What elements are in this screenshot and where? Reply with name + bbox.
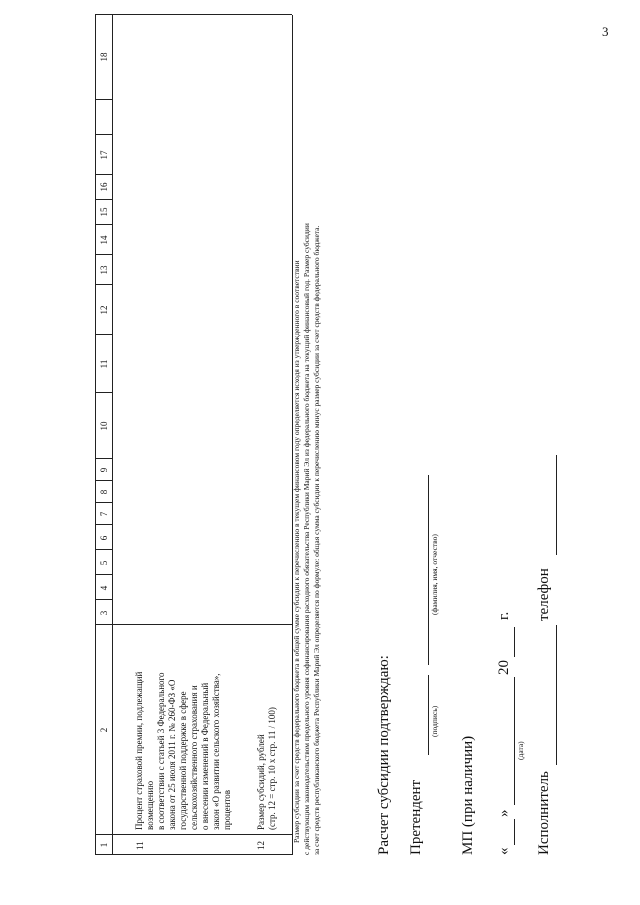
- description-line: о внесении изменений в Федеральный: [200, 682, 210, 830]
- footnote-line: Размер субсидии за счет средств федерального бюджета в общей сумме субсидии к перечислению в текущем финансовом году определяется исходя из утвержденного в соответствии: [292, 260, 301, 843]
- column-number: 14: [99, 235, 109, 245]
- col-divider: [95, 334, 112, 335]
- col-divider: [95, 392, 112, 393]
- column-number: 3: [99, 610, 109, 616]
- fio-caption: (фамилия, имя, отчество): [430, 534, 439, 615]
- column-number: 5: [99, 560, 109, 566]
- col-divider: [95, 99, 112, 100]
- row-11-description: [134, 630, 233, 830]
- table-border-right: [95, 14, 292, 15]
- column-number: 17: [99, 150, 109, 160]
- date-caption: (дата): [516, 741, 525, 760]
- col-divider: [95, 834, 292, 835]
- col-divider: [95, 480, 112, 481]
- description-line: Размер субсидий, рублей: [256, 734, 266, 830]
- table-top-rule: [95, 15, 96, 855]
- column-number: 4: [99, 585, 109, 591]
- column-number: 16: [99, 182, 109, 192]
- col-divider: [95, 174, 112, 175]
- footnote-line: с действующим законодательством предельного уровня софинансирования расходного обязательства Республики Марий Эл из федерального бюджета на текущий финансовый год. Размер субсидии: [302, 223, 311, 855]
- description-line: в соответствии с статьей 3 Федерального: [156, 672, 166, 830]
- date-close-quote: »: [496, 809, 512, 817]
- column-number: 15: [99, 207, 109, 217]
- column-number: 9: [99, 467, 109, 473]
- col-divider: [95, 458, 112, 459]
- column-number: 10: [99, 421, 109, 431]
- column-number: 6: [99, 535, 109, 541]
- column-number: 18: [99, 52, 109, 62]
- column-number: 8: [99, 489, 109, 495]
- description-line: Процент страховой премии, подлежащий: [134, 671, 144, 830]
- col-divider: [95, 574, 112, 575]
- col-divider: [95, 502, 112, 503]
- date-year-prefix: 20: [496, 660, 512, 675]
- footnote-line: за счет средств республиканского бюджета Республики Марий Эл определяется по формуле: общая сумма субсидии к перечислению минус размер субсидии за счет средств федерального бюджета.: [312, 225, 321, 855]
- col-divider: [95, 254, 112, 255]
- year-line: [514, 627, 515, 657]
- row-number: 11: [135, 841, 145, 850]
- description-line: возмещению: [145, 780, 155, 830]
- page-number: 3: [602, 24, 609, 39]
- row-12-description: [256, 630, 278, 830]
- footnote: [292, 15, 322, 855]
- column-number: 12: [99, 305, 109, 315]
- applicant-label: Претендент: [408, 779, 424, 855]
- mp-label: МП (при наличии): [460, 735, 476, 855]
- signature-line: [428, 675, 429, 755]
- col-divider: [95, 134, 112, 135]
- row-number: 12: [256, 841, 266, 850]
- column-number: 11: [99, 359, 109, 369]
- table-header-rule: [112, 15, 113, 855]
- col-divider: [95, 199, 112, 200]
- month-line: [514, 677, 515, 805]
- column-number: 1: [99, 842, 109, 848]
- description-line: сельскохозяйственного страхования и: [189, 685, 199, 830]
- signature-caption: (подпись): [430, 705, 439, 737]
- phone-label: телефон: [536, 568, 552, 621]
- executor-label: Исполнитель: [536, 771, 552, 855]
- description-line: государственной поддержке в сфере: [178, 691, 188, 830]
- col-divider: [95, 224, 112, 225]
- column-number: 7: [99, 511, 109, 517]
- col-divider: [95, 599, 112, 600]
- table-border-left: [95, 854, 292, 855]
- description-line: закона от 25 июля 2011 г. № 260-ФЗ «О: [167, 679, 177, 830]
- col-divider: [95, 624, 292, 625]
- day-line: [514, 819, 515, 845]
- description-line: (стр. 12 = стр. 10 х стр. 11 / 100): [267, 707, 277, 830]
- description-line: закон «О развитии сельского хозяйства»,: [211, 673, 221, 830]
- col-divider: [95, 284, 112, 285]
- date-year-suffix: г.: [496, 611, 512, 620]
- description-line: процентов: [222, 789, 232, 830]
- confirm-title: Расчет субсидии подтверждаю:: [376, 655, 392, 855]
- phone-line: [556, 455, 557, 555]
- column-number: 2: [99, 727, 109, 733]
- column-number: 13: [99, 265, 109, 275]
- executor-line: [556, 625, 557, 765]
- date-open-quote: «: [496, 847, 512, 855]
- col-divider: [95, 549, 112, 550]
- col-divider: [95, 524, 112, 525]
- fio-line: [428, 475, 429, 665]
